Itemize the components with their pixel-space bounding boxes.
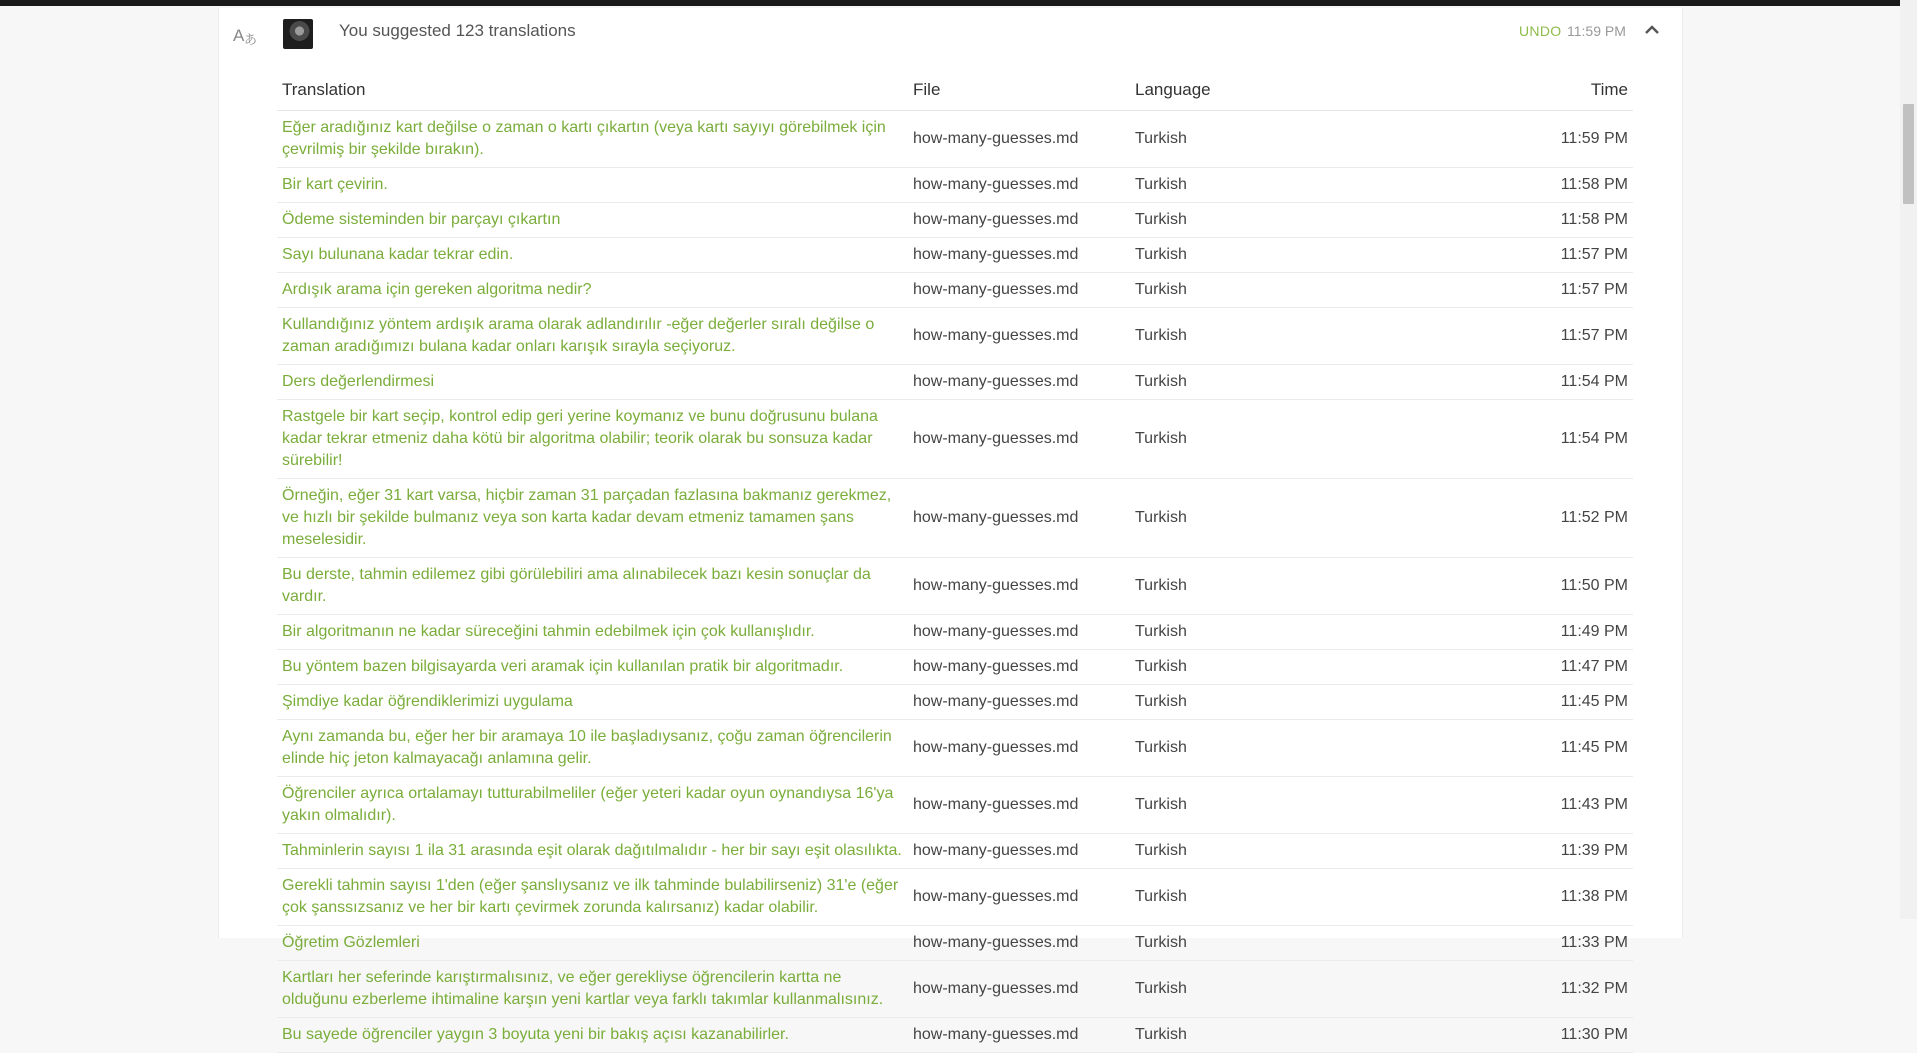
translation-cell[interactable]: Ardışık arama için gereken algoritma nedir? (277, 273, 908, 308)
time-cell: 11:54 PM (1280, 400, 1633, 479)
translation-cell[interactable]: Bir algoritmanın ne kadar süreceğini tahmin edebilmek için çok kullanışlıdır. (277, 615, 908, 650)
translation-cell[interactable]: Öğretim Gözlemleri (277, 926, 908, 961)
language-cell: Turkish (1130, 203, 1280, 238)
language-cell: Turkish (1130, 558, 1280, 615)
language-cell: Turkish (1130, 926, 1280, 961)
table-row (277, 558, 1633, 615)
translation-cell[interactable]: Sayı bulunana kadar tekrar edin. (277, 238, 908, 273)
translation-cell[interactable]: Bu derste, tahmin edilemez gibi görülebiliri ama alınabilecek bazı kesin sonuçlar da vardır. (277, 558, 908, 615)
svg-text:あ: あ (244, 33, 258, 48)
time-cell: 11:39 PM (1280, 834, 1633, 869)
language-cell: Turkish (1130, 720, 1280, 777)
file-cell: how-many-guesses.md (908, 479, 1130, 558)
file-cell: how-many-guesses.md (908, 650, 1130, 685)
language-cell: Turkish (1130, 168, 1280, 203)
file-cell: how-many-guesses.md (908, 273, 1130, 308)
table-row (277, 168, 1633, 203)
activity-card (218, 8, 1683, 1043)
language-cell: Turkish (1130, 685, 1280, 720)
avatar[interactable] (283, 19, 313, 49)
language-cell: Turkish (1130, 308, 1280, 365)
table-row (277, 926, 1633, 961)
file-cell: how-many-guesses.md (908, 365, 1130, 400)
table-row (277, 111, 1633, 168)
svg-text:A: A (233, 26, 245, 45)
column-header-language: Language (1130, 70, 1280, 111)
language-cell: Turkish (1130, 777, 1280, 834)
time-cell: 11:54 PM (1280, 365, 1633, 400)
table-row (277, 869, 1633, 926)
table-row (277, 308, 1633, 365)
time-cell: 11:45 PM (1280, 720, 1633, 777)
table-row (277, 777, 1633, 834)
activity-summary: You suggested 123 translations (339, 21, 576, 40)
file-cell: how-many-guesses.md (908, 685, 1130, 720)
file-cell: how-many-guesses.md (908, 1018, 1130, 1053)
file-cell: how-many-guesses.md (908, 720, 1130, 777)
time-cell: 11:57 PM (1280, 238, 1633, 273)
time-cell: 11:52 PM (1280, 479, 1633, 558)
file-cell: how-many-guesses.md (908, 558, 1130, 615)
activity-header (219, 8, 1682, 56)
time-cell: 11:49 PM (1280, 615, 1633, 650)
translation-cell[interactable]: Eğer aradığınız kart değilse o zaman o kartı çıkartın (veya kartı sayıyı görebilmek için çevrilmiş bir şekilde bırakın). (277, 111, 908, 168)
language-cell: Turkish (1130, 479, 1280, 558)
translation-cell[interactable]: Bu sayede öğrenciler yaygın 3 boyuta yeni bir bakış açısı kazanabilirler. (277, 1018, 908, 1053)
table-row (277, 203, 1633, 238)
file-cell: how-many-guesses.md (908, 168, 1130, 203)
time-cell: 11:38 PM (1280, 869, 1633, 926)
top-bar (0, 0, 1917, 6)
table-row (277, 400, 1633, 479)
translation-cell[interactable]: Kullandığınız yöntem ardışık arama olarak adlandırılır -eğer değerler sıralı değilse o zaman aradığımızı bulana kadar onları karışık sırayla seçiyoruz. (277, 308, 908, 365)
translation-cell[interactable]: Tahminlerin sayısı 1 ila 31 arasında eşit olarak dağıtılmalıdır - her bir sayı eşit olasılıkta. (277, 834, 908, 869)
table-row (277, 238, 1633, 273)
language-cell: Turkish (1130, 650, 1280, 685)
language-cell: Turkish (1130, 834, 1280, 869)
language-cell: Turkish (1130, 365, 1280, 400)
language-cell: Turkish (1130, 961, 1280, 1018)
translation-cell[interactable]: Ödeme sisteminden bir parçayı çıkartın (277, 203, 908, 238)
column-header-time: Time (1280, 70, 1633, 111)
time-cell: 11:33 PM (1280, 926, 1633, 961)
undo-button[interactable]: UNDO (1519, 23, 1562, 39)
translation-cell[interactable]: Rastgele bir kart seçip, kontrol edip geri yerine koymanız ve bunu doğrusunu bulana kadar tekrar etmeniz daha kötü bir algoritma olabilir; teorik olarak bu sonsuza kadar sürebilir! (277, 400, 908, 479)
table-row (277, 685, 1633, 720)
file-cell: how-many-guesses.md (908, 834, 1130, 869)
column-header-translation: Translation (277, 70, 908, 111)
file-cell: how-many-guesses.md (908, 308, 1130, 365)
file-cell: how-many-guesses.md (908, 111, 1130, 168)
table-row (277, 273, 1633, 308)
translation-cell[interactable]: Bir kart çevirin. (277, 168, 908, 203)
language-cell: Turkish (1130, 869, 1280, 926)
language-cell: Turkish (1130, 111, 1280, 168)
translation-cell[interactable]: Aynı zamanda bu, eğer her bir aramaya 10 ile başladıysanız, çoğu zaman öğrencilerin elinde hiç jeton kalmayacağı anlamına gelir. (277, 720, 908, 777)
translation-cell[interactable]: Öğrenciler ayrıca ortalamayı tutturabilmeliler (eğer yeteri kadar oyun oynandıysa 16'ya yakın olmalıdır). (277, 777, 908, 834)
translation-cell[interactable]: Kartları her seferinde karıştırmalısınız, ve eğer gerekliyse öğrencilerin kartta ne olduğunu ezberleme ihtimaline karşın yeni kartlar veya farklı takımlar kullanmalısınız. (277, 961, 908, 1018)
table-row (277, 1018, 1633, 1053)
time-cell: 11:47 PM (1280, 650, 1633, 685)
translation-cell[interactable]: Örneğin, eğer 31 kart varsa, hiçbir zaman 31 parçadan fazlasına bakmanız gerekmez, ve hızlı bir şekilde bulmanız veya son karta kadar devam etmeniz tamamen şans meselesidir. (277, 479, 908, 558)
language-cell: Turkish (1130, 273, 1280, 308)
activity-time: 11:59 PM (1567, 23, 1626, 39)
time-cell: 11:58 PM (1280, 203, 1633, 238)
table-row (277, 365, 1633, 400)
translation-cell[interactable]: Ders değerlendirmesi (277, 365, 908, 400)
translate-icon (233, 22, 259, 48)
time-cell: 11:57 PM (1280, 308, 1633, 365)
scrollbar-thumb[interactable] (1903, 104, 1914, 204)
file-cell: how-many-guesses.md (908, 869, 1130, 926)
translation-cell[interactable]: Şimdiye kadar öğrendiklerimizi uygulama (277, 685, 908, 720)
table-row (277, 479, 1633, 558)
file-cell: how-many-guesses.md (908, 615, 1130, 650)
column-header-file: File (908, 70, 1130, 111)
translation-cell[interactable]: Gerekli tahmin sayısı 1'den (eğer şanslıysanız ve ilk tahminde bulabilirseniz) 31'e (eğer çok şanssızsanız ve her bir kartı çevirmek zorunda kalırsanız) kadar olabilir. (277, 869, 908, 926)
table-row (277, 834, 1633, 869)
file-cell: how-many-guesses.md (908, 777, 1130, 834)
file-cell: how-many-guesses.md (908, 238, 1130, 273)
table-header-row (277, 70, 1633, 111)
time-cell: 11:30 PM (1280, 1018, 1633, 1053)
translations-table (277, 70, 1633, 1053)
language-cell: Turkish (1130, 1018, 1280, 1053)
file-cell: how-many-guesses.md (908, 400, 1130, 479)
language-cell: Turkish (1130, 400, 1280, 479)
time-cell: 11:32 PM (1280, 961, 1633, 1018)
file-cell: how-many-guesses.md (908, 203, 1130, 238)
table-row (277, 615, 1633, 650)
file-cell: how-many-guesses.md (908, 926, 1130, 961)
time-cell: 11:43 PM (1280, 777, 1633, 834)
translation-cell[interactable]: Bu yöntem bazen bilgisayarda veri aramak için kullanılan pratik bir algoritmadır. (277, 650, 908, 685)
time-cell: 11:58 PM (1280, 168, 1633, 203)
time-cell: 11:50 PM (1280, 558, 1633, 615)
language-cell: Turkish (1130, 615, 1280, 650)
time-cell: 11:59 PM (1280, 111, 1633, 168)
table-row (277, 720, 1633, 777)
time-cell: 11:45 PM (1280, 685, 1633, 720)
language-cell: Turkish (1130, 238, 1280, 273)
file-cell: how-many-guesses.md (908, 961, 1130, 1018)
table-row (277, 650, 1633, 685)
chevron-up-icon[interactable] (1643, 21, 1661, 39)
time-cell: 11:57 PM (1280, 273, 1633, 308)
table-row (277, 961, 1633, 1018)
